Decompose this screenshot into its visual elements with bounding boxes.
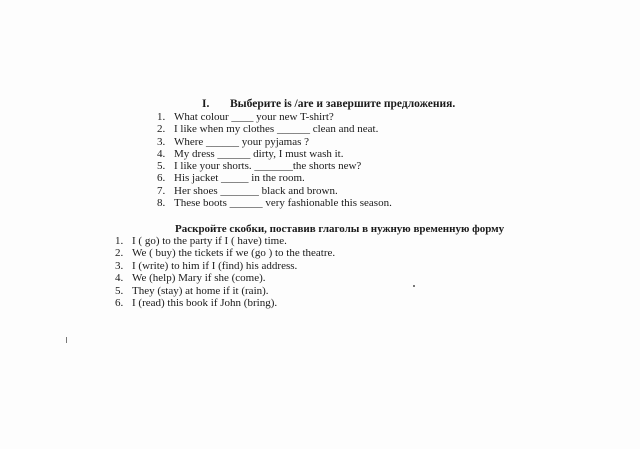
item-text: My dress ______ dirty, I must wash it.	[174, 147, 344, 160]
item-text: They (stay) at home if it (rain).	[132, 284, 269, 297]
list-item	[157, 185, 392, 197]
list-item	[115, 235, 335, 247]
item-number: 6.	[157, 172, 166, 185]
item-number: 8.	[157, 197, 166, 210]
item-number: 2.	[115, 247, 124, 260]
list-item	[157, 172, 392, 184]
list-item	[157, 160, 392, 172]
item-number: 3.	[157, 135, 166, 148]
item-text: These boots ______ very fashionable this season.	[174, 197, 392, 210]
item-text: I ( go) to the party if I ( have) time.	[132, 235, 287, 247]
list-item	[115, 297, 335, 309]
item-text: We (help) Mary if she (come).	[132, 272, 266, 285]
list-item	[115, 260, 335, 272]
list-item	[115, 272, 335, 284]
list-item	[157, 197, 392, 209]
section-2-list	[115, 235, 335, 309]
list-item	[115, 247, 335, 259]
list-item	[115, 285, 335, 297]
scan-speck	[413, 285, 415, 287]
list-item	[157, 136, 392, 148]
item-text: What colour ____ your new T-shirt?	[174, 111, 334, 123]
item-text: Her shoes _______ black and brown.	[174, 184, 338, 197]
list-item	[157, 148, 392, 160]
scan-speck	[66, 337, 67, 343]
item-text: Where ______ your pyjamas ?	[174, 135, 310, 148]
item-number: 5.	[115, 284, 124, 297]
section-1-number: I.	[202, 98, 210, 110]
item-number: 4.	[157, 147, 166, 160]
item-number: 1.	[157, 111, 166, 123]
item-text: We ( buy) the tickets if we (go ) to the theatre.	[132, 247, 336, 260]
item-number: 6.	[115, 297, 124, 310]
section-2-heading: Раскройте скобки, поставив глаголы в нужную временную форму	[175, 223, 505, 235]
item-number: 5.	[157, 160, 166, 173]
list-item	[157, 111, 392, 123]
item-text: His jacket _____ in the room.	[174, 172, 305, 185]
item-text: I (read) this book if John (bring).	[132, 297, 278, 310]
section-1-title: Выберите is /are и завершите предложения.	[230, 98, 456, 110]
item-number: 2.	[157, 123, 166, 136]
item-number: 7.	[157, 184, 166, 197]
item-number: 3.	[115, 259, 124, 272]
item-text: I like when my clothes ______ clean and neat.	[174, 123, 379, 136]
list-item	[157, 123, 392, 135]
section-1-list	[157, 111, 392, 209]
item-number: 4.	[115, 272, 124, 285]
section-1-heading	[202, 98, 455, 110]
item-text: I (write) to him if I (find) his address.	[132, 259, 298, 272]
item-number: 1.	[115, 235, 124, 247]
item-text: I like your shorts. _______the shorts new?	[174, 160, 362, 173]
